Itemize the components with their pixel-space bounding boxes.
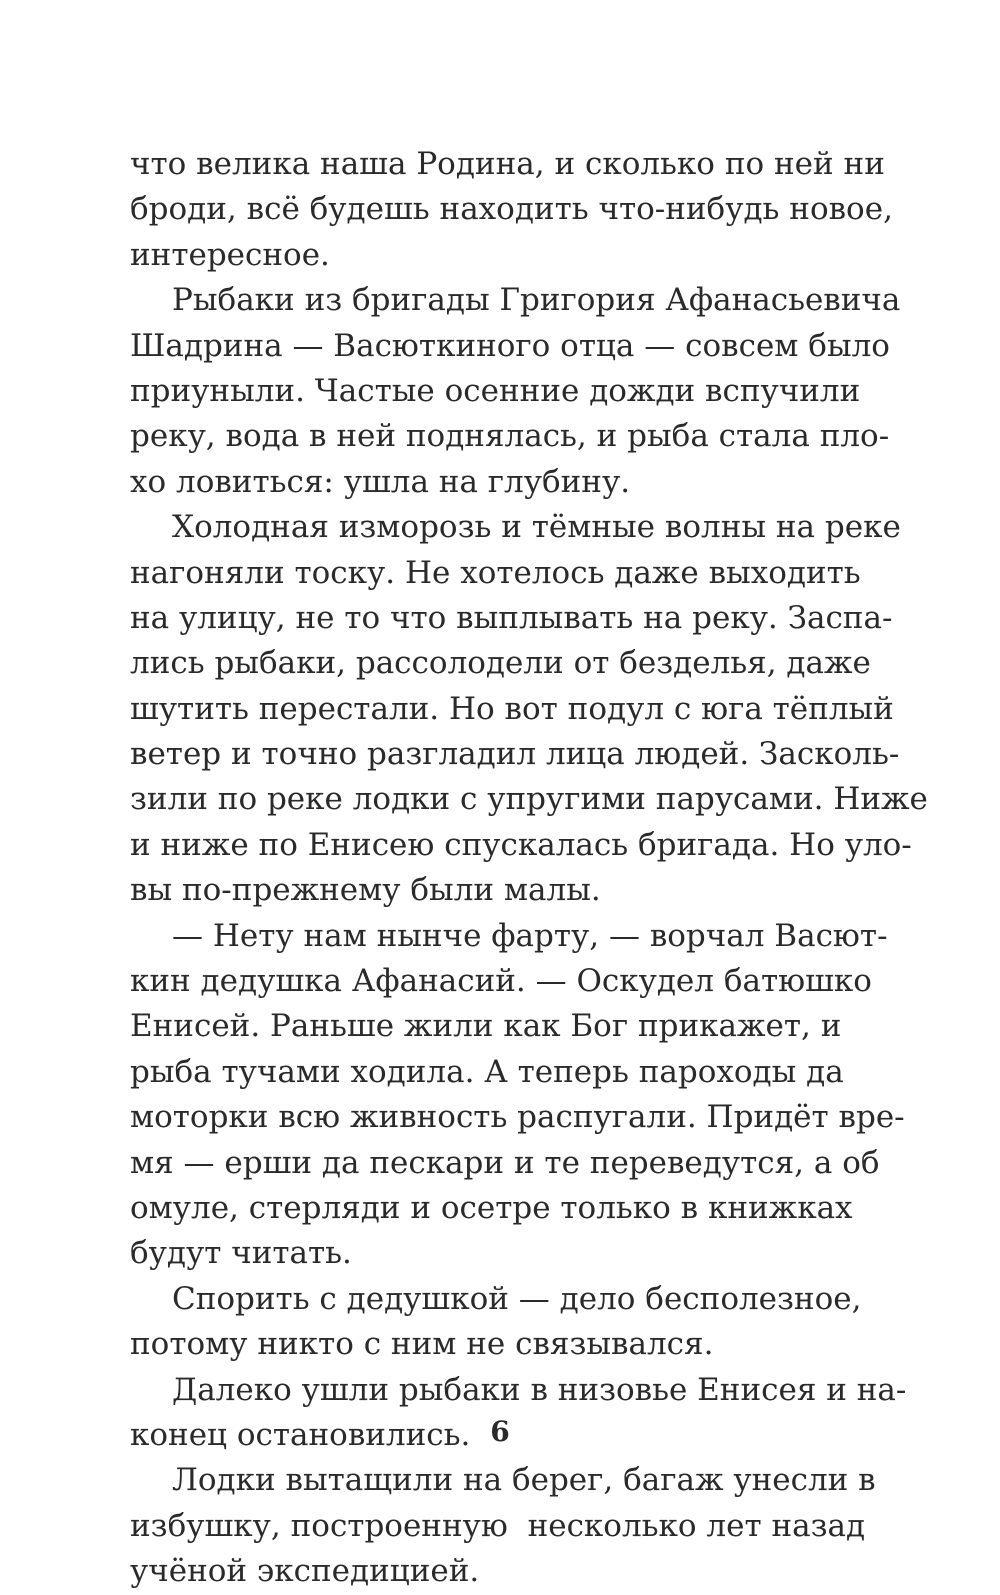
text-line: будут читать. [130, 1235, 352, 1272]
text-line: рыба тучами ходила. А теперь пароходы да [130, 1053, 844, 1090]
text-line: вы по-прежнему были малы. [130, 872, 601, 909]
text-line: Холодная изморозь и тёмные волны на реке [172, 509, 901, 546]
text-line: зили по реке лодки с упругими парусами. Ниже [130, 781, 928, 818]
text-line: интересное. [130, 236, 330, 273]
text-line: омуле, стерляди и осетре только в книжках [130, 1189, 853, 1226]
text-line: Далеко ушли рыбаки в низовье Енисея и на- [172, 1371, 907, 1408]
paragraph-4 [130, 914, 905, 1277]
paragraph-5 [130, 1277, 890, 1368]
text-line: Спорить с дедушкой — дело бесполезное, [172, 1280, 862, 1317]
body-text [130, 142, 928, 1595]
text-line: потому никто с ним не связывался. [130, 1326, 714, 1363]
text-line: Шадрина — Васюткиного отца — совсем было [130, 327, 890, 364]
text-line: избушку, построенную несколько лет назад [130, 1507, 866, 1544]
text-line: шутить перестали. Но вот подул с юга тёплый [130, 690, 894, 727]
text-line: Лодки вытащили на берег, багаж унесли в [172, 1462, 876, 1499]
text-line: учёной экспедицией. [130, 1553, 480, 1590]
page-number: 6 [490, 1415, 510, 1448]
text-line: кин дедушка Афанасий. — Оскудел батюшко [130, 963, 872, 1000]
text-line: броди, всё будешь находить что-нибудь новое, [130, 191, 893, 228]
text-line: Енисей. Раньше жили как Бог прикажет, и [130, 1008, 842, 1045]
text-line: моторки всю живность распугали. Придёт вре- [130, 1099, 905, 1136]
text-line: ветер и точно разгладил лица людей. Засколь- [130, 736, 900, 773]
paragraph-2 [130, 278, 901, 505]
text-line: — Нету нам нынче фарту, — ворчал Васют- [172, 917, 888, 954]
text-line: Рыбаки из бригады Григория Афанасьевича [172, 282, 901, 319]
text-line: на улицу, не то что выплывать на реку. Заспа- [130, 599, 893, 636]
paragraph-1 [130, 142, 893, 278]
text-line: реку, вода в ней поднялась, и рыба стала пло- [130, 418, 890, 455]
text-line: приуныли. Частые осенние дожди вспучили [130, 372, 861, 409]
text-line: мя — ерши да пескари и те переведутся, а об [130, 1144, 880, 1181]
text-line: что велика наша Родина, и сколько по ней ни [130, 146, 885, 182]
paragraph-3 [130, 505, 928, 914]
text-line: конец остановились. [130, 1416, 471, 1453]
paragraph-7 [130, 1458, 890, 1594]
text-line: хо ловиться: ушла на глубину. [130, 463, 631, 500]
text-line: нагоняли тоску. Не хотелось даже выходить [130, 554, 861, 591]
text-line: лись рыбаки, рассолодели от безделья, даже [130, 645, 871, 682]
text-line: и ниже по Енисею спускалась бригада. Но уло- [130, 826, 912, 863]
